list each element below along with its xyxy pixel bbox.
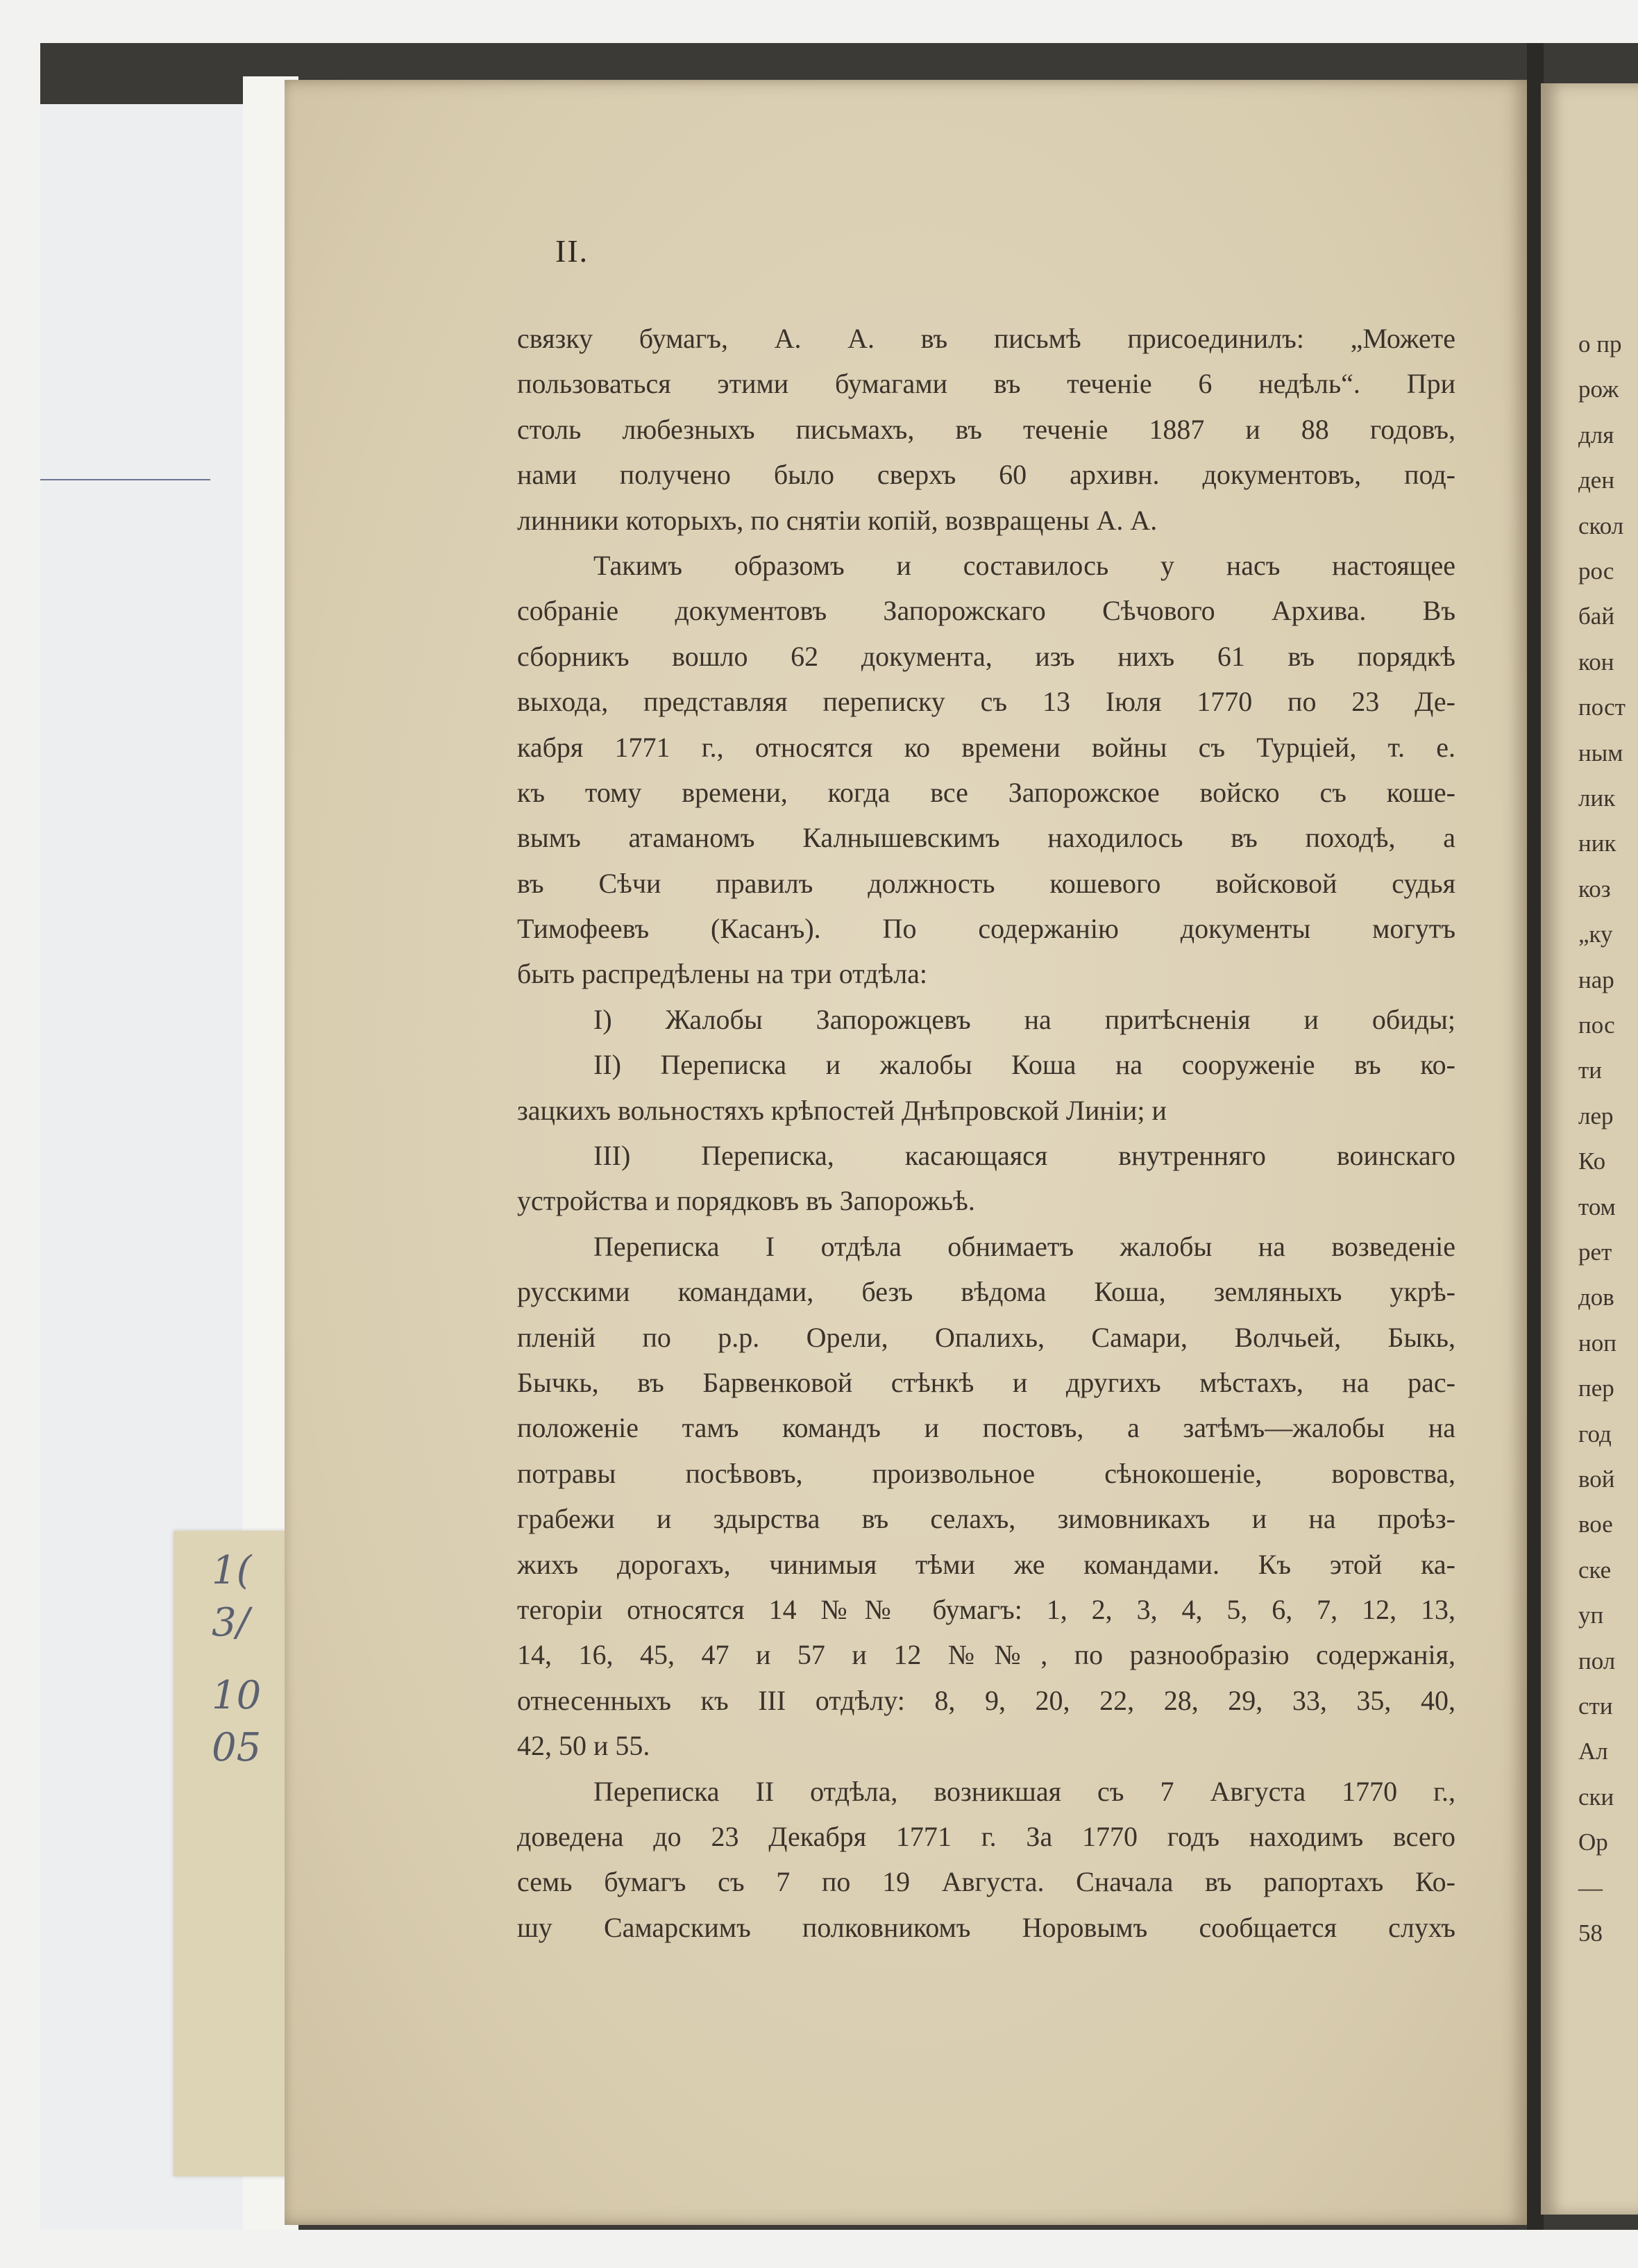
facing-page-fragment: —: [1578, 1874, 1603, 1901]
facing-page-fragment: коз: [1578, 875, 1611, 902]
text-line: 42, 50 и 55.: [517, 1730, 650, 1762]
facing-page-fragment: о пр: [1578, 330, 1622, 358]
text-line: въ Сѣчи правилъ должность кошевого войсковой судья: [517, 867, 1455, 899]
text-line: ІІІ) Переписка, касающаяся внутренняго воинскаго: [593, 1140, 1455, 1172]
text-line: сборникъ вошло 62 документа, изъ нихъ 61 въ порядкѣ: [517, 640, 1455, 672]
facing-page-fragment: ске: [1578, 1556, 1612, 1584]
facing-page-fragment: Ал: [1578, 1738, 1608, 1765]
facing-page-fragment: ден: [1578, 467, 1615, 494]
text-line: Бычкь, въ Барвенковой стѣнкѣ и другихъ мѣстахъ, на рас-: [517, 1366, 1455, 1398]
text-line: линники которыхъ, по снятіи копій, возвращены А. А.: [517, 504, 1158, 536]
facing-page-fragment: пер: [1578, 1375, 1614, 1402]
text-line: вымъ атаманомъ Калнышевскимъ находилось въ походѣ, а: [517, 822, 1455, 854]
facing-page-fragment: ти: [1578, 1057, 1603, 1084]
facing-page-fragment: рос: [1578, 557, 1614, 585]
facing-page-fragment: пол: [1578, 1647, 1616, 1674]
facing-page-fragment: для: [1578, 421, 1614, 448]
text-line: грабежи и здырства въ селахъ, зимовникахъ и на проѣз-: [517, 1503, 1455, 1535]
text-line: столь любезныхъ письмахъ, въ теченіе 1887 и 88 годовъ,: [517, 413, 1455, 445]
text-line: быть распредѣлены на три отдѣла:: [517, 958, 928, 990]
facing-page-fragment: сти: [1578, 1692, 1613, 1720]
facing-page-fragment: ноп: [1578, 1329, 1616, 1356]
facing-page-fragment: нар: [1578, 966, 1614, 993]
facing-page-fragment: пос: [1578, 1011, 1615, 1039]
facing-page-fragment: Ко: [1578, 1148, 1606, 1175]
text-line: шу Самарскимъ полковникомъ Норовымъ сообщается слухъ: [517, 1911, 1455, 1943]
text-line: І) Жалобы Запорожцевъ на притѣсненія и обиды;: [593, 1003, 1455, 1035]
text-line: доведена до 23 Декабря 1771 г. За 1770 годъ находимъ всего: [517, 1820, 1455, 1852]
text-line: Тимофеевъ (Касанъ). По содержанію документы могутъ: [517, 913, 1455, 945]
facing-page-fragment: ник: [1578, 830, 1616, 857]
pencil-note: 05: [212, 1725, 262, 1770]
text-line: зацкихъ вольностяхъ крѣпостей Днѣпровской Линіи; и: [517, 1094, 1167, 1126]
text-line: ІІ) Переписка и жалобы Коша на сооруженіе въ ко-: [593, 1049, 1455, 1081]
text-line: семь бумагъ съ 7 по 19 Августа. Сначала въ рапортахъ Ко-: [517, 1866, 1455, 1898]
text-line: къ тому времени, когда все Запорожское войско съ коше-: [517, 776, 1455, 808]
facing-page-fragment: 58: [1578, 1920, 1603, 1947]
facing-page-fragment: рет: [1578, 1238, 1612, 1266]
facing-page-fragment: ным: [1578, 739, 1623, 766]
facing-page-fragment: год: [1578, 1420, 1612, 1447]
text-line: устройства и порядковъ въ Запорожьѣ.: [517, 1185, 975, 1217]
text-line: Такимъ образомъ и составилось у насъ настоящее: [593, 549, 1455, 581]
page-text: [517, 316, 1455, 1950]
facing-page-fragment: том: [1578, 1193, 1616, 1220]
text-line: связку бумагъ, А. А. въ письмѣ присоединилъ: „Можете: [517, 323, 1455, 354]
text-line: нами получено было сверхъ 60 архивн. документовъ, под-: [517, 459, 1455, 491]
facing-page-fragment: лик: [1578, 784, 1616, 812]
pencil-note: 10: [212, 1673, 262, 1718]
facing-page-fragment: бай: [1578, 603, 1615, 630]
facing-page-fragment: ски: [1578, 1783, 1614, 1811]
text-line: потравы посѣвовъ, произвольное сѣнокошеніе, воровства,: [517, 1457, 1455, 1489]
facing-page-fragment: Ор: [1578, 1829, 1608, 1856]
facing-page-fragment: пост: [1578, 694, 1626, 721]
facing-page-fragment: уп: [1578, 1602, 1604, 1629]
pencil-note: 3/: [212, 1600, 250, 1645]
text-line: выхода, представляя переписку съ 13 Іюля 1770 по 23 Де-: [517, 686, 1455, 718]
facing-page-fragment: кон: [1578, 648, 1614, 675]
facing-page: [1541, 83, 1638, 2215]
text-line: собраніе документовъ Запорожскаго Сѣчового Архива. Въ: [517, 595, 1455, 627]
text-line: Переписка І отдѣла обнимаетъ жалобы на возведеніе: [593, 1230, 1455, 1262]
facing-page-fragment: лер: [1578, 1102, 1614, 1129]
text-line: кабря 1771 г., относятся ко времени войны съ Турціей, т. е.: [517, 731, 1455, 763]
text-line: 14, 16, 45, 47 и 57 и 12 №№, по разнообразію содержанія,: [517, 1639, 1455, 1671]
pencil-note: 1(: [212, 1548, 252, 1593]
text-line: пленій по р.р. Орели, Опалихь, Самари, Волчьей, Быкь,: [517, 1321, 1455, 1353]
facing-page-fragment: „ку: [1578, 921, 1613, 948]
text-line: русскими командами, безъ вѣдома Коша, земляныхъ укрѣ-: [517, 1276, 1455, 1308]
text-line: жихъ дорогахъ, чинимыя тѣми же командами. Къ этой ка-: [517, 1548, 1455, 1580]
text-line: тегоріи относятся 14 №№ бумагъ: 1, 2, 3, 4, 5, 6, 7, 12, 13,: [517, 1593, 1455, 1625]
facing-page-fragment: вое: [1578, 1511, 1613, 1538]
pen-mark: [40, 479, 210, 480]
text-line: положеніе тамъ командъ и постовъ, а затѣмъ—жалобы на: [517, 1412, 1455, 1444]
facing-page-fragment: рож: [1578, 376, 1619, 403]
page-number: II.: [555, 233, 589, 269]
facing-page-fragment: скол: [1578, 512, 1624, 539]
text-line: пользоваться этими бумагами въ теченіе 6 недѣль“. При: [517, 368, 1455, 400]
facing-page-fragment: вой: [1578, 1465, 1615, 1493]
text-line: отнесенныхъ къ III отдѣлу: 8, 9, 20, 22, 28, 29, 33, 35, 40,: [517, 1684, 1455, 1716]
text-line: Переписка ІІ отдѣла, возникшая съ 7 Августа 1770 г.,: [593, 1775, 1455, 1807]
facing-page-fragment: дов: [1578, 1284, 1614, 1311]
